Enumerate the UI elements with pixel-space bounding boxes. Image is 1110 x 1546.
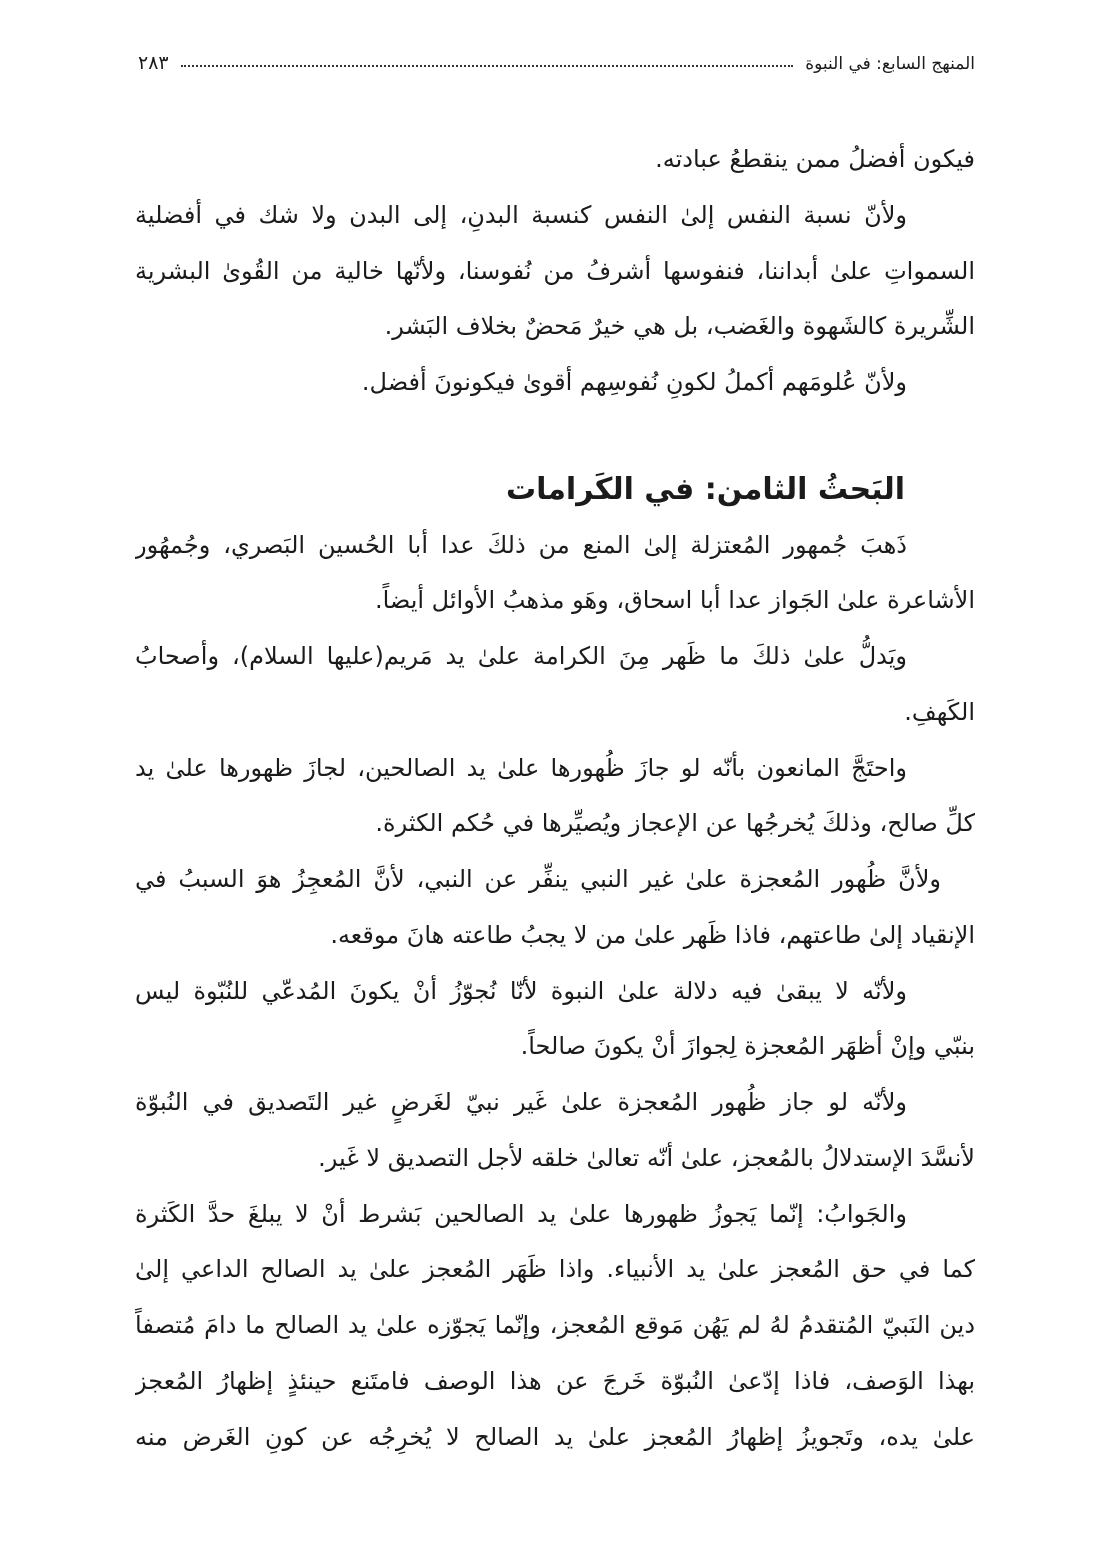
text-line: ويَدلُّ علىٰ ذلكَ ما ظَهر مِنَ الكرامة علىٰ يد مَريم(عليها السلام)، وأصحابُ	[135, 642, 907, 670]
paragraph	[135, 188, 975, 355]
paragraph	[135, 852, 975, 964]
paragraph	[135, 964, 975, 1076]
text-line: بنبّي وإنْ أظهَر المُعجزة لِجوازَ أنْ يكونَ صالحاً.	[520, 1032, 975, 1061]
paragraph	[135, 518, 975, 630]
paragraph	[135, 355, 975, 411]
section-gap	[135, 411, 975, 462]
text-line: كلِّ صالح، وذلكَ يُخرجُها عن الإعجاز ويُصيِّرها في حُكم الكثرة.	[375, 809, 975, 838]
page-body	[135, 132, 975, 1465]
running-title: المنهج السابع: في النبوة	[805, 54, 975, 74]
text-line: واحتَجَّ المانعون بأنّه لو جازَ ظُهورها علىٰ يد الصالحين، لجازَ ظهورها علىٰ يد	[135, 753, 907, 782]
text-line: الأشاعرة علىٰ الجَواز عدا أبا اسحاق، وهَو مذهبُ الأوائل أيضاً.	[374, 586, 975, 615]
paragraph	[135, 1187, 975, 1466]
text-line: ولأنّه لو جاز ظُهور المُعجزة علىٰ غَير نبيّ لغَرضٍ غير التَصديق في النُبوّة	[135, 1088, 907, 1116]
text-line: والجَوابُ: إنّما يَجوزُ ظهورها علىٰ يد الصالحين بَشرط أنْ لا يبلغَ حدَّ الكَثرة	[135, 1199, 907, 1228]
page-number: ٢٨٣	[138, 52, 169, 74]
text-line: علىٰ يده، وتَجويزُ إظهارُ المُعجز علىٰ يد الصالح لا يُخرِجُه عن كونِ الغَرض منه	[135, 1422, 975, 1451]
paragraph	[135, 741, 975, 853]
text-line: الشِّريرة كالشَهوة والغَضب، بل هي خيرٌ مَحضٌ بخلاف البَشر.	[384, 312, 975, 341]
paragraph	[135, 1075, 975, 1187]
text-line: السمواتِ علىٰ أبداننا، فنفوسها أشرفُ من نُفوسنا، ولأنّها خالية من القُوىٰ البشرية	[135, 256, 975, 285]
text-line: ولأنّه لا يبقىٰ فيه دلالة علىٰ النبوة لأنّا نُجوّزُ أنْ يكونَ المُدعّي للنُبّوة ليس	[135, 976, 907, 1005]
dot-leader	[181, 65, 794, 67]
running-header	[138, 40, 975, 74]
text-line: ولأنّ نسبة النفس إلىٰ النفس كنسبة البدنِ، إلى البدن ولا شك في أفضلية	[135, 200, 907, 229]
text-line: لأنسَّدَ الإستدلالُ بالمُعجز، علىٰ أنّه تعالىٰ خلقه لأجل التصديق لا غَير.	[318, 1143, 975, 1172]
text-line: دين النَبيّ المُتقدمُ لهُ لم يَهُن مَوقع المُعجز، وإنّما يَجوّزه علىٰ يد الصالح ما دامَ مُتصفاً	[135, 1311, 975, 1339]
text-line: الإنقياد إلىٰ طاعتهم، فاذا ظَهر علىٰ من لا يجبُ طاعته هانَ موقعه.	[330, 920, 975, 949]
text-line: الكَهفِ.	[904, 697, 975, 726]
text-line: ذَهبَ جُمهور المُعتزلة إلىٰ المنع من ذلكَ عدا أبا الحُسين البَصري، وجُمهُور	[135, 530, 907, 559]
text-line: ولأنّ عُلومَهم أكملُ لكونِ نُفوسِهم أقوىٰ فيكونونَ أفضل.	[361, 368, 907, 396]
text-line: بهذا الوَصف، فاذا إدّعىٰ النُبوّة خَرجَ عن هذا الوصف فامتَنع حينئذٍ إظهارُ المُعجز	[135, 1366, 975, 1395]
paragraph	[135, 132, 975, 188]
section-heading: البَحثُ الثامن: في الكَرامات	[505, 471, 905, 507]
text-line: ولأنَّ ظُهور المُعجزة علىٰ غير النبي ينفِّر عن النبي، لأنَّ المُعجِزُ هوَ السببُ في	[135, 865, 941, 893]
text-line: كما في حق المُعجز علىٰ يد الأنبياء. واذا ظَهَر المُعجز علىٰ يد الصالح الداعي إلىٰ	[135, 1255, 975, 1284]
paragraph	[135, 629, 975, 741]
text-line: فيكون أفضلُ ممن ينقطعُ عبادته.	[655, 145, 975, 173]
